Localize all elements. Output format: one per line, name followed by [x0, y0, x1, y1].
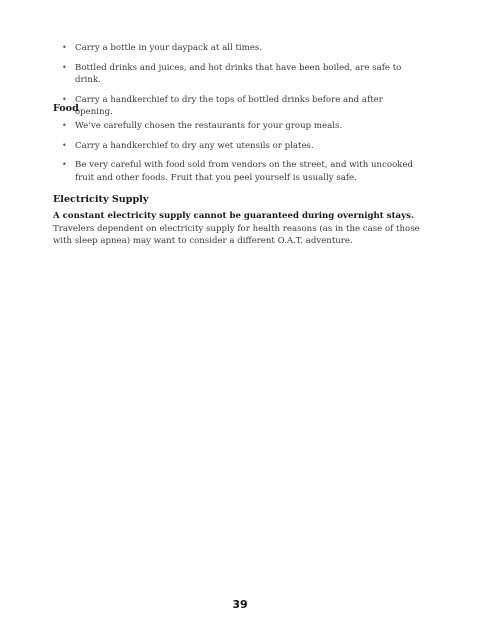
- list-item: [62, 42, 422, 55]
- bullet-icon: •: [62, 43, 67, 52]
- drinks-list: [62, 42, 422, 126]
- list-item: [62, 120, 422, 133]
- bullet-icon: •: [62, 121, 67, 130]
- list-item-text: Carry a handkerchief to dry any wet utensils or plates.: [75, 140, 314, 151]
- list-item: [62, 62, 422, 87]
- food-list: [62, 120, 422, 191]
- list-item: [62, 140, 422, 153]
- electricity-lead: A constant electricity supply cannot be guaranteed during overnight stays.: [53, 211, 414, 221]
- list-item-text: Bottled drinks and juices, and hot drinks that have been boiled, are safe to drink.: [75, 62, 402, 85]
- electricity-body: Travelers dependent on electricity supply for health reasons (as in the case of those with sleep apnea) may want to consider a different O.A.T. adventure.: [53, 223, 420, 246]
- list-item: [62, 94, 422, 119]
- list-item-text: Carry a bottle in your daypack at all times.: [75, 43, 263, 53]
- bullet-icon: •: [62, 94, 67, 104]
- list-item-text: Be very careful with food sold from vendors on the street, and with uncooked fruit and other foods. Fruit that you peel yourself is usually safe.: [75, 160, 414, 183]
- page-number: 39: [232, 598, 248, 611]
- electricity-paragraph: [53, 210, 428, 248]
- bullet-icon: •: [62, 140, 67, 150]
- list-item: [62, 159, 422, 184]
- bullet-icon: •: [62, 62, 67, 72]
- list-item-text: We’ve carefully chosen the restaurants for your group meals.: [75, 121, 343, 131]
- food-heading: Food: [53, 103, 79, 114]
- bullet-icon: •: [62, 160, 67, 169]
- list-item-text: Carry a handkerchief to dry the tops of bottled drinks before and after opening.: [75, 94, 383, 117]
- electricity-heading: Electricity Supply: [53, 194, 149, 205]
